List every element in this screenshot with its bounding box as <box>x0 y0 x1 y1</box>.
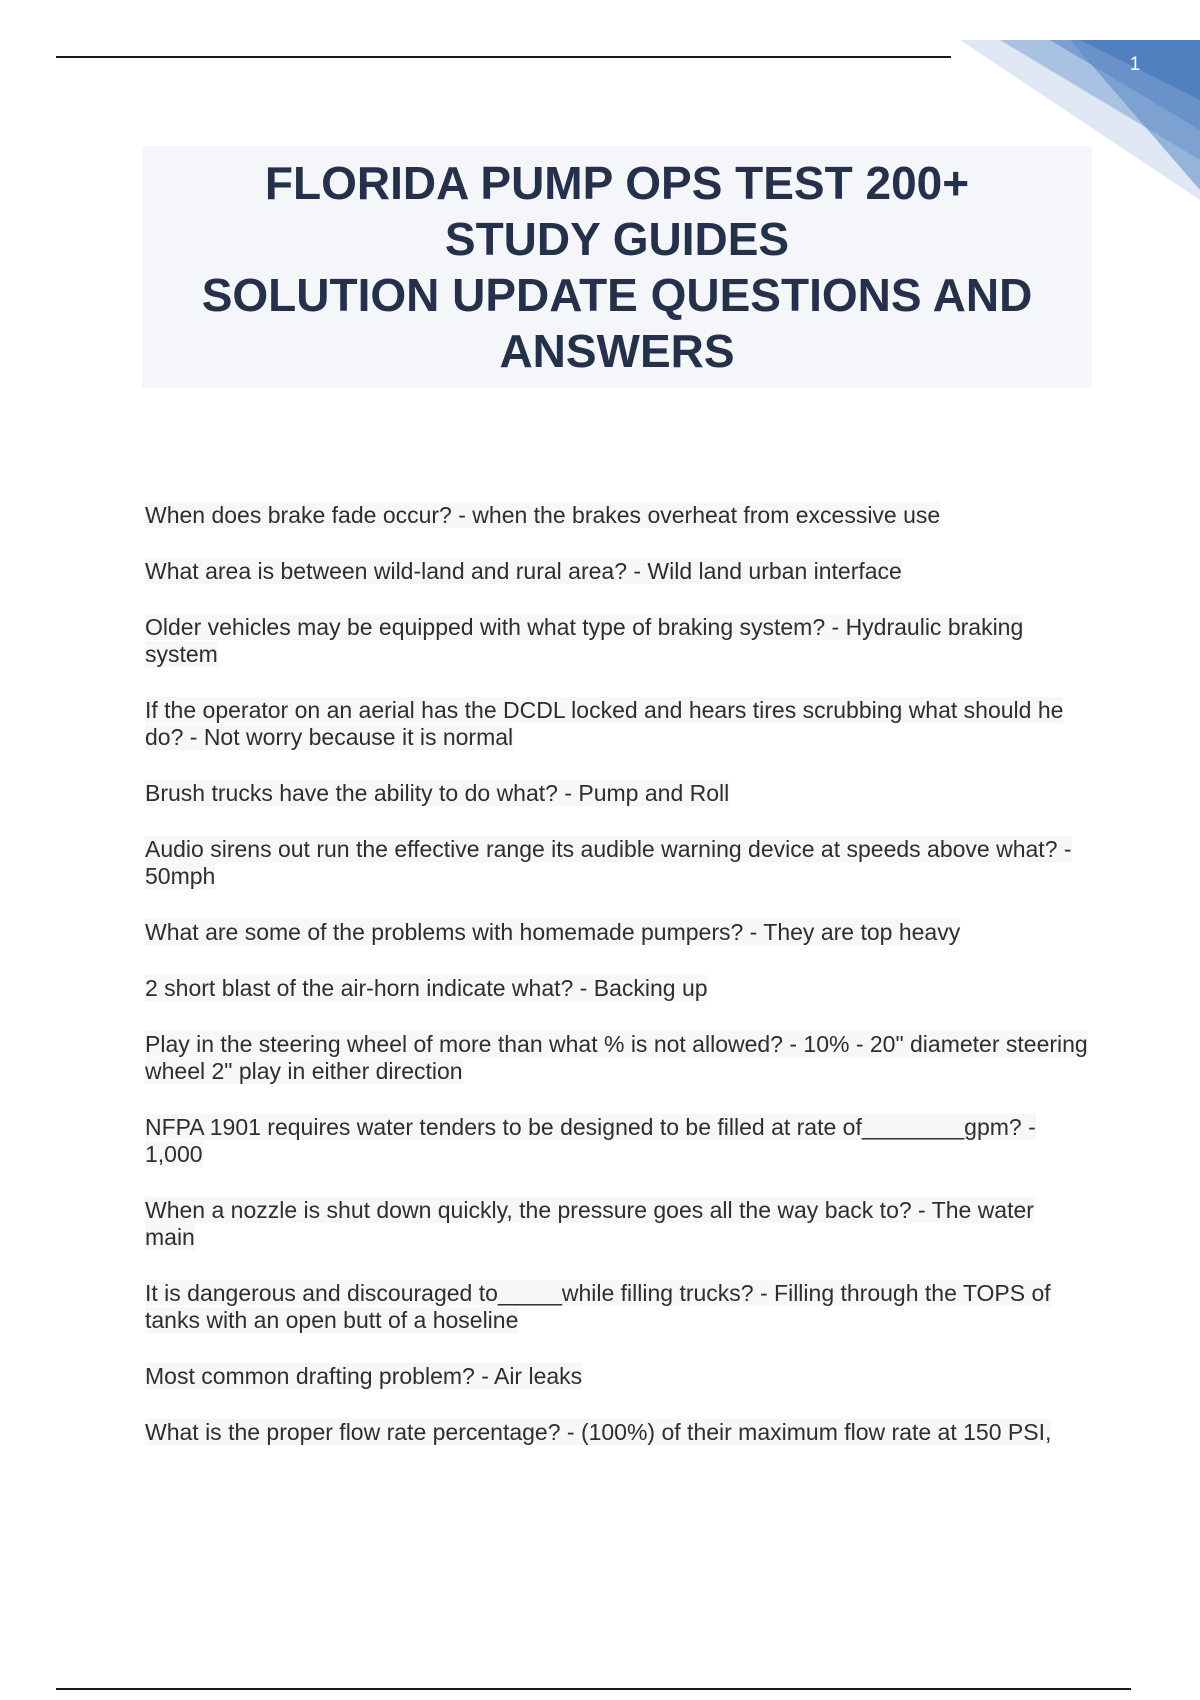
qa-item <box>145 1280 1090 1334</box>
qa-item <box>145 1363 1090 1390</box>
title-line: STUDY GUIDES <box>444 213 790 265</box>
qa-item <box>145 697 1090 751</box>
footer-rule <box>56 1688 1131 1690</box>
qa-text: Older vehicles may be equipped with what type of braking system? - Hydraulic braking system <box>145 614 1024 667</box>
qa-item <box>145 558 1090 585</box>
qa-text: Brush trucks have the ability to do what? - Pump and Roll <box>145 780 730 806</box>
qa-text: Play in the steering wheel of more than what % is not allowed? - 10% - 20" diameter steering wheel 2" play in either direction <box>145 1031 1088 1084</box>
qa-item <box>145 780 1090 807</box>
qa-text: What is the proper flow rate percentage? - (100%) of their maximum flow rate at 150 PSI, <box>145 1419 1052 1445</box>
qa-text: When does brake fade occur? - when the brakes overheat from excessive use <box>145 502 941 528</box>
qa-item <box>145 1419 1090 1446</box>
qa-text: NFPA 1901 requires water tenders to be designed to be filled at rate of________gpm? - 1,000 <box>145 1114 1036 1167</box>
qa-text: What area is between wild-land and rural area? - Wild land urban interface <box>145 558 902 584</box>
qa-text: Most common drafting problem? - Air leaks <box>145 1363 583 1389</box>
qa-item <box>145 502 1090 529</box>
title-line: ANSWERS <box>499 325 735 377</box>
qa-text: What are some of the problems with homemade pumpers? - They are top heavy <box>145 919 961 945</box>
qa-item <box>145 1114 1090 1168</box>
title-line: SOLUTION UPDATE QUESTIONS AND <box>201 269 1033 321</box>
qa-item <box>145 1031 1090 1085</box>
qa-item <box>145 975 1090 1002</box>
title-line: FLORIDA PUMP OPS TEST 200+ <box>264 157 970 209</box>
qa-text: It is dangerous and discouraged to_____while filling trucks? - Filling through the TOPS of tanks with an open butt of a hoseline <box>145 1280 1051 1333</box>
page-number: 1 <box>1129 54 1141 75</box>
qa-text: When a nozzle is shut down quickly, the pressure goes all the way back to? - The water main <box>145 1197 1034 1250</box>
header-rule <box>56 56 951 58</box>
qa-item <box>145 836 1090 890</box>
qa-list <box>145 502 1090 1475</box>
qa-text: If the operator on an aerial has the DCDL locked and hears tires scrubbing what should he do? - Not worry because it is normal <box>145 697 1064 750</box>
qa-text: Audio sirens out run the effective range its audible warning device at speeds above what? - 50mph <box>145 836 1072 889</box>
qa-item <box>145 1197 1090 1251</box>
qa-text: 2 short blast of the air-horn indicate what? - Backing up <box>145 975 708 1001</box>
title-block <box>142 146 1092 388</box>
qa-item <box>145 614 1090 668</box>
qa-item <box>145 919 1090 946</box>
